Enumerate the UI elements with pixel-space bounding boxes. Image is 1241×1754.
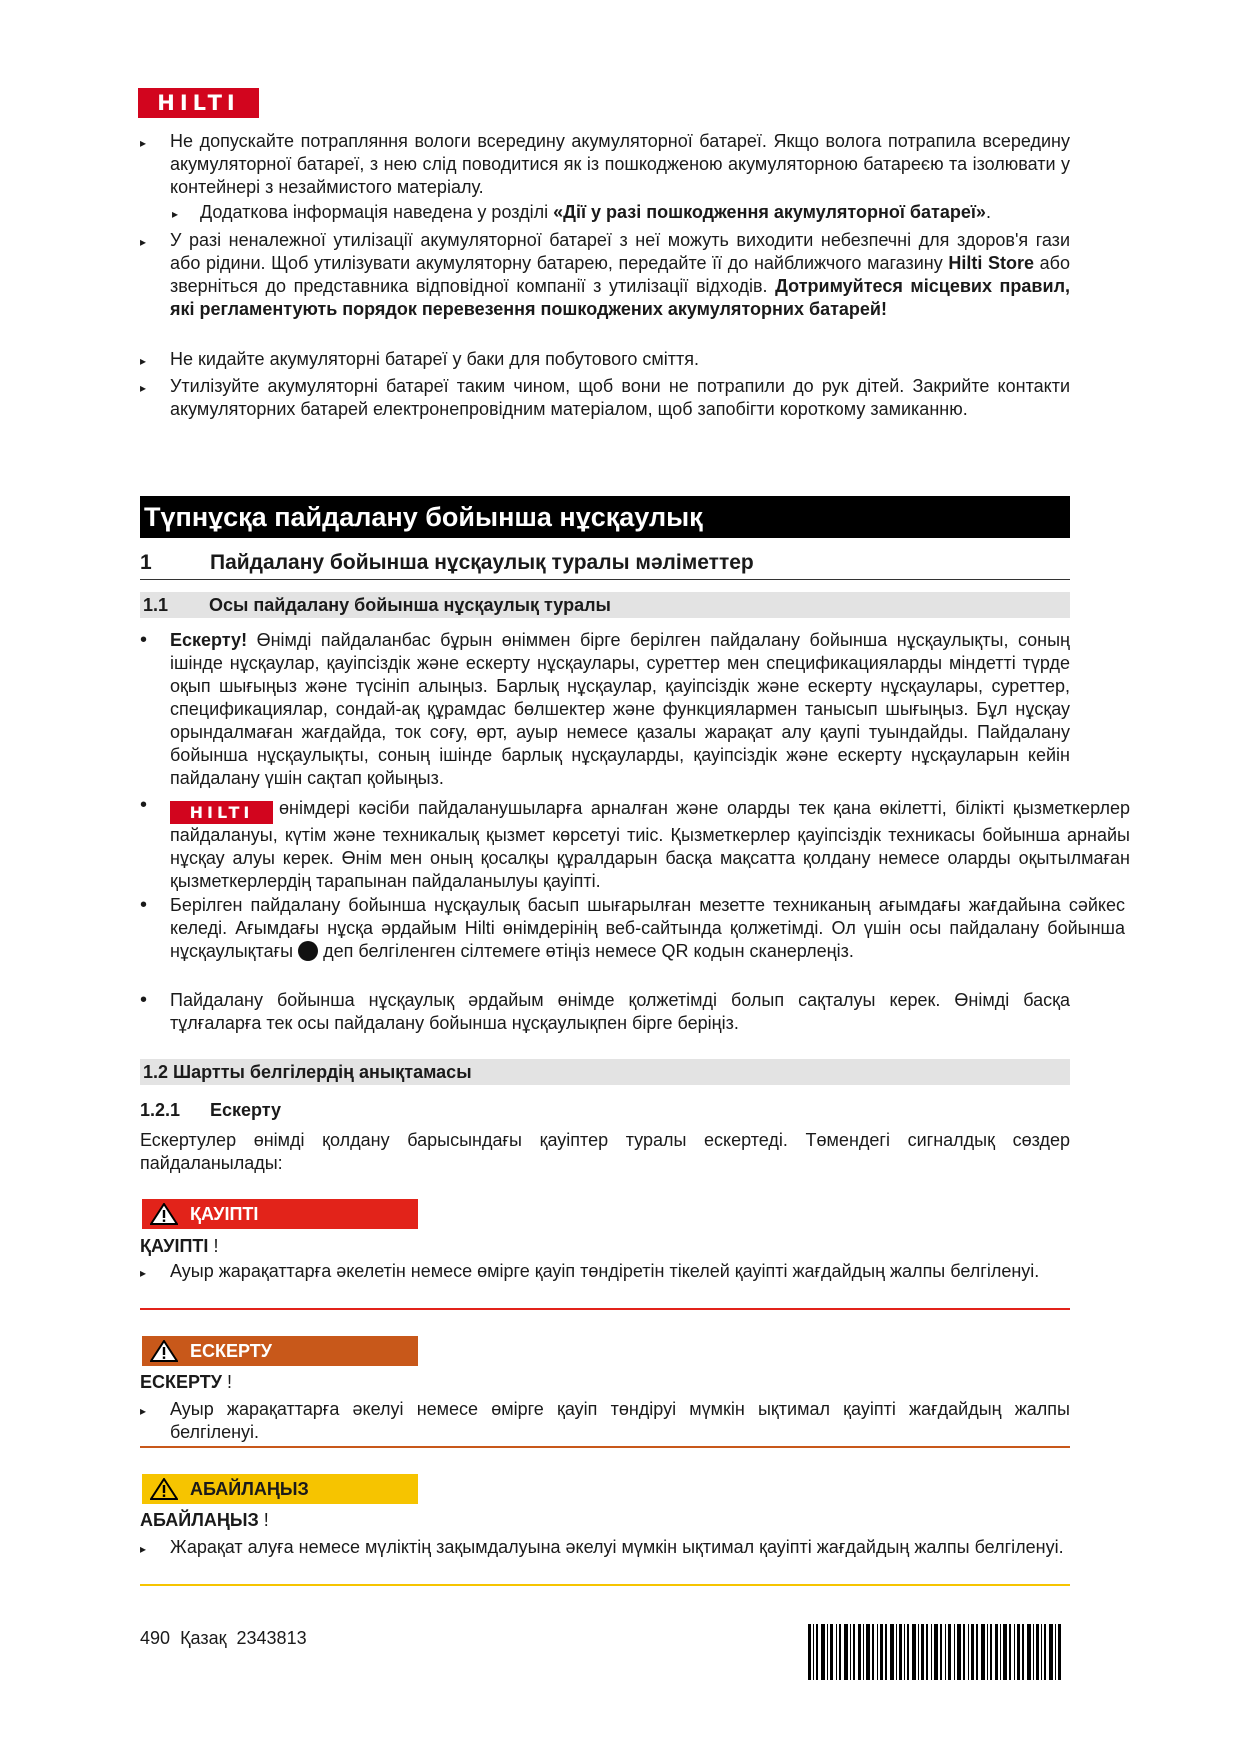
danger-bar-label: ҚАУІПТІ xyxy=(190,1204,259,1224)
danger-desc: Ауыр жарақаттарға әкелетін немесе өмірге қауіп төндіретін тікелей қауіпті жағдайдың жалпы белгіленуі. xyxy=(170,1261,1040,1281)
ua-item-2-text: У разі неналежної утилізації акумуляторної батареї з неї можуть виходити небезпечні для здоров'я гази або рідини. Щоб утилізувати акумуляторну батарею, передайте її до найближчого магазину xyxy=(170,230,1070,273)
triangle-bullet-icon: ▸ xyxy=(140,354,147,368)
warning-triangle-icon xyxy=(150,1340,178,1362)
triangle-bullet-icon: ▸ xyxy=(140,1404,147,1418)
danger-word xyxy=(140,1236,218,1257)
ua-item-2 xyxy=(170,229,1070,321)
danger-signal-bar xyxy=(142,1199,418,1229)
hilti-logo-text: HILTI xyxy=(157,91,240,115)
triangle-bullet-icon: ▸ xyxy=(140,1266,147,1280)
ua-item-2-bold-b: Дотримуйтеся місцевих правил, які регламентують порядок перевезення пошкоджених акумуляторних батарей! xyxy=(170,276,1070,319)
bullet-dot: • xyxy=(140,794,148,816)
kz-bullet-3 xyxy=(170,894,1125,963)
hilti-logo xyxy=(138,88,259,118)
section-1-number: 1 xyxy=(140,551,152,574)
ua-sub-suffix: . xyxy=(985,202,991,222)
section-1-1-heading xyxy=(140,592,1070,618)
warning-excl: ! xyxy=(221,1372,232,1392)
caution-bar-label: АБАЙЛАҢЫЗ xyxy=(190,1479,309,1499)
section-1-1-number: 1.1 xyxy=(143,595,169,615)
kz-bullet-4: Пайдалану бойынша нұсқаулық әрдайым өнімде қолжетімді болып сақталуы керек. Өнімді басқа тұлғаларға тек осы пайдалану бойынша нұсқаулықпен бірге беріңіз. xyxy=(170,990,1070,1033)
triangle-bullet-icon: ▸ xyxy=(140,136,147,150)
kz-bullet-1-text: Өнімді пайдаланбас бұрын өніммен бірге берілген пайдалану бойынша нұсқаулықты, соның ішінде нұсқаулар, қауіпсіздік және ескерту нұсқаулары, суреттер мен спецификацияларды міндетті түрде оқып шығыңыз және түсініп алыңыз. Барлық нұсқаулар, қауіпсіздік және ескерту нұсқаулары, суреттер, спецификациялар, сондай-ақ құрамдас бөлшектер және функциялармен танысып шығыңыз. Бұл нұсқау орындалмаған жағдайда, ток соғу, өрт, ауыр немесе қазалы жарақат алу қаупі туындайды. Пайдалану бойынша нұсқаулықты, соның ішінде барлық нұсқауларды, қауіпсіздік және ескерту нұсқауларын кейін пайдалану үшін сақтап қойыңыз. xyxy=(170,630,1070,788)
page-title: Түпнұсқа пайдалану бойынша нұсқаулық xyxy=(140,496,1070,538)
section-1-2-1-title: Ескерту xyxy=(210,1100,282,1120)
warning-word xyxy=(140,1372,232,1393)
section-1-heading xyxy=(140,547,1070,580)
section-1-2-intro: Ескертулер өнімді қолдану барысындағы қауіптер туралы ескертеді. Төмендегі сигналдық сөздер пайдаланылады: xyxy=(140,1130,1070,1173)
triangle-bullet-icon: ▸ xyxy=(140,1542,147,1556)
ua-item-3: Не кидайте акумуляторні батареї у баки для побутового сміття. xyxy=(170,349,699,369)
bullet-dot: • xyxy=(140,894,148,916)
kz-bullet-3-text-b: деп белгіленген сілтемеге өтіңіз немесе QR кодын сканерлеңіз. xyxy=(318,941,854,961)
warning-rule xyxy=(140,1446,1070,1448)
footer-language: Қазақ xyxy=(180,1628,227,1648)
kz-bullet-2-text: өнімдері кәсіби пайдаланушыларға арналған және оларды тек қана өкілетті, білікті қызметкерлер пайдалануы, күтім және техникалық қызмет көрсетуі тиіс. Қызметкерлер қауіпсіздік техникасы бойынша арнайы нұсқау алуы керек. Өнім мен оның қосалқы құралдарын басқа мақсатта қолдану немесе оларды оқытылмаған қызметкерлердің тарапынан пайдаланылуы қауіпті. xyxy=(170,798,1130,891)
section-1-title: Пайдалану бойынша нұсқаулық туралы мәліметтер xyxy=(210,551,754,574)
ua-sub-text: Додаткова інформація наведена у розділі xyxy=(200,202,554,222)
triangle-bullet-icon: ▸ xyxy=(172,207,179,221)
kz-bullet-3-text: Берілген пайдалану бойынша нұсқаулық басып шығарылған мезетте техниканың ағымдағы жағдайына сәйкес келеді. Ағымдағы нұсқа әрдайым Hilti өнімдерінің веб-сайтында қолжетімді. Ол үшін осы пайдалану бойынша нұсқаулықтағы xyxy=(170,895,1125,961)
warning-triangle-icon xyxy=(150,1203,178,1225)
hilti-logo-inline-text: HILTI xyxy=(189,803,254,822)
warning-word-text: ЕСКЕРТУ xyxy=(140,1372,222,1392)
hilti-logo-inline xyxy=(170,801,273,824)
caution-excl: ! xyxy=(258,1510,269,1530)
kz-bullet-2 xyxy=(170,797,1130,893)
ua-sub-bold: «Дії у разі пошкодження акумуляторної батареї» xyxy=(553,202,986,222)
section-1-2-heading xyxy=(140,1059,1070,1085)
caution-rule xyxy=(140,1584,1070,1586)
warning-bar-label: ЕСКЕРТУ xyxy=(190,1341,272,1361)
caution-signal-bar xyxy=(142,1474,418,1504)
ua-item-1: Не допускайте потрапляння вологи всередину акумуляторної батареї. Якщо волога потрапила всередину акумуляторної батареї, з нею слід поводитися як із пошкодженою акумуляторною батареєю та ізолювати у контейнері з незаймистого матеріалу. xyxy=(170,131,1070,197)
warning-triangle-icon xyxy=(150,1478,178,1500)
caution-desc: Жарақат алуға немесе мүліктің зақымдалуына әкелуі мүмкін ықтимал қауіпті жағдайдың жалпы белгіленуі. xyxy=(170,1537,1064,1557)
caution-word xyxy=(140,1510,269,1531)
qr-link-icon[interactable] xyxy=(298,941,318,961)
danger-word-text: ҚАУІПТІ xyxy=(140,1236,209,1256)
section-1-1-title: Осы пайдалану бойынша нұсқаулық туралы xyxy=(209,595,611,615)
danger-excl: ! xyxy=(208,1236,219,1256)
kz-bullet-1 xyxy=(170,629,1070,790)
ua-item-1-sub xyxy=(200,201,1080,224)
ua-item-4: Утилізуйте акумуляторні батареї таким чином, щоб вони не потрапили до рук дітей. Закрийте контакти акумуляторних батарей електронепровідним матеріалом, щоб запобігти короткому замиканню. xyxy=(170,376,1070,419)
warning-signal-bar xyxy=(142,1336,418,1366)
doc-number: 2343813 xyxy=(236,1628,307,1648)
section-1-2-1-number: 1.2.1 xyxy=(140,1100,181,1120)
ua-item-2-bold: Hilti Store xyxy=(948,253,1034,273)
note-label: Ескерту! xyxy=(170,630,248,650)
bullet-dot: • xyxy=(140,629,148,651)
caution-word-text: АБАЙЛАҢЫЗ xyxy=(140,1510,259,1530)
ua-item-2-text-b: або зверніться до представника відповідної компанії з утилізації відходів. xyxy=(170,253,1070,296)
triangle-bullet-icon: ▸ xyxy=(140,381,147,395)
page-footer xyxy=(140,1628,307,1649)
warning-desc: Ауыр жарақаттарға әкелуі немесе өмірге қауіп төндіруі мүмкін ықтимал қауіпті жағдайдың жалпы белгіленуі. xyxy=(170,1399,1070,1442)
page-number: 490 xyxy=(140,1628,171,1648)
barcode xyxy=(808,1624,1062,1680)
section-1-2-title: 1.2 Шартты белгілердің анықтамасы xyxy=(143,1062,472,1082)
danger-rule xyxy=(140,1308,1070,1310)
bullet-dot: • xyxy=(140,989,148,1011)
triangle-bullet-icon: ▸ xyxy=(140,235,147,249)
